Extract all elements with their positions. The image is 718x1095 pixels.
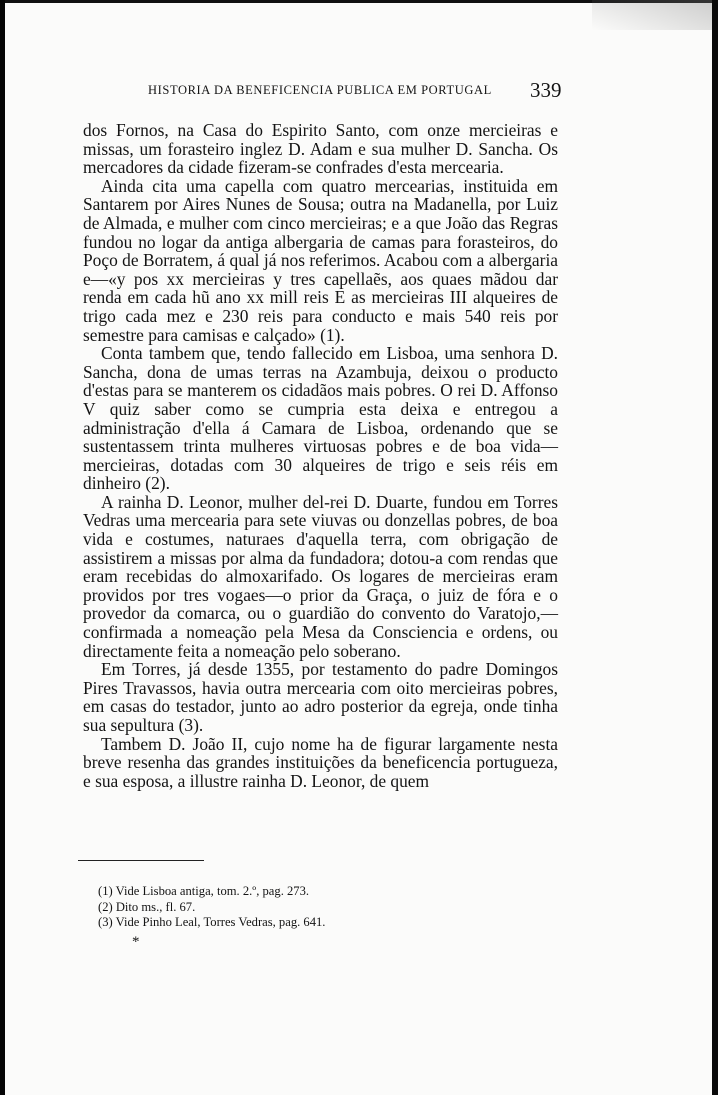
paragraph-4: A rainha D. Leonor, mulher del-rei D. Duarte, fundou em Torres Vedras uma mercearia para sete viuvas ou donzellas pobres, de boa vida e costumes, naturaes d'aquella terra, com obrigação de assistirem a missas por alma da fundadora; dotou-a com rendas que eram recebidas do almoxarifado. Os logares de mercieiras eram providos por tres vogaes—o prior da Graça, o juiz de fóra e o provedor da comarca, ou o guardião do convento do Varatojo,—confirmada a nomeação pela Mesa da Consciencia e ordens, ou directamente feita a nomeação pelo soberano. (83, 491, 558, 661)
footnote-1: (1) Vide Lisboa antiga, tom. 2.º, pag. 273. (98, 884, 310, 898)
scan-border-left (0, 0, 5, 1095)
body-text (83, 121, 558, 790)
paragraph-5: Em Torres, já desde 1355, por testamento do padre Domingos Pires Travassos, havia outra mercearia com oito mercieiras pobres, em casas do testador, junto ao adro posterior da egreja, onde tinha sua sepultura (3). (83, 659, 558, 735)
footnote-rule (78, 860, 204, 861)
scan-border-right (712, 0, 718, 1095)
paragraph-6: Tambem D. João II, cujo nome ha de figurar largamente nesta breve resenha das grandes instituições da beneficencia portugueza, e sua esposa, a illustre rainha D. Leonor, de quem (83, 733, 558, 791)
running-title: HISTORIA DA BENEFICENCIA PUBLICA EM PORTUGAL (148, 83, 492, 97)
asterisk-mark: * (132, 934, 140, 950)
paragraph-2: Ainda cita uma capella com quatro mercearias, instituida em Santarem por Aires Nunes de Sousa; outra na Madanella, por Luiz de Almada, e mulher com cinco mercieiras; e a que João das Regras fundou no logar da antiga albergaria de camas para forasteiros, do Poço de Borratem, á qual já nos referimos. Acabou com a albergaria e—«y pos xx mercieiras y tres capellaẽs, aos quaes mãdou dar renda em cada hũ ano xx mill reis E as mercieiras III alqueires de trigo cada mez e 230 reis para conducto e mais 540 reis por semestre para camisas e calçado» (1). (83, 175, 558, 345)
paragraph-1: dos Fornos, na Casa do Espirito Santo, com onze mercieiras e missas, um forasteiro inglez D. Adam e sua mulher D. Sancha. Os mercadores da cidade fizeram-se confrades d'esta mercearia. (83, 120, 558, 178)
paragraph-3: Conta tambem que, tendo fallecido em Lisboa, uma senhora D. Sancha, dona de umas terras na Azambuja, deixou o producto d'estas para se manterem os cidadãos mais pobres. O rei D. Affonso V quiz saber como se cumpria esta deixa e entregou a administração d'ella á Camara de Lisboa, ordenando que se sustentassem trinta mulheres virtuosas pobres e de boa vida—mercieiras, dotadas com 30 alqueires de trigo e seis réis em dinheiro (2). (83, 343, 558, 494)
page-number: 339 (530, 78, 562, 102)
running-head (80, 78, 580, 102)
footnote-3: (3) Vide Pinho Leal, Torres Vedras, pag. 641. (98, 915, 326, 929)
footnote-2: (2) Dito ms., fl. 67. (98, 899, 196, 914)
footnotes (98, 884, 498, 931)
scan-smudge (592, 0, 712, 30)
